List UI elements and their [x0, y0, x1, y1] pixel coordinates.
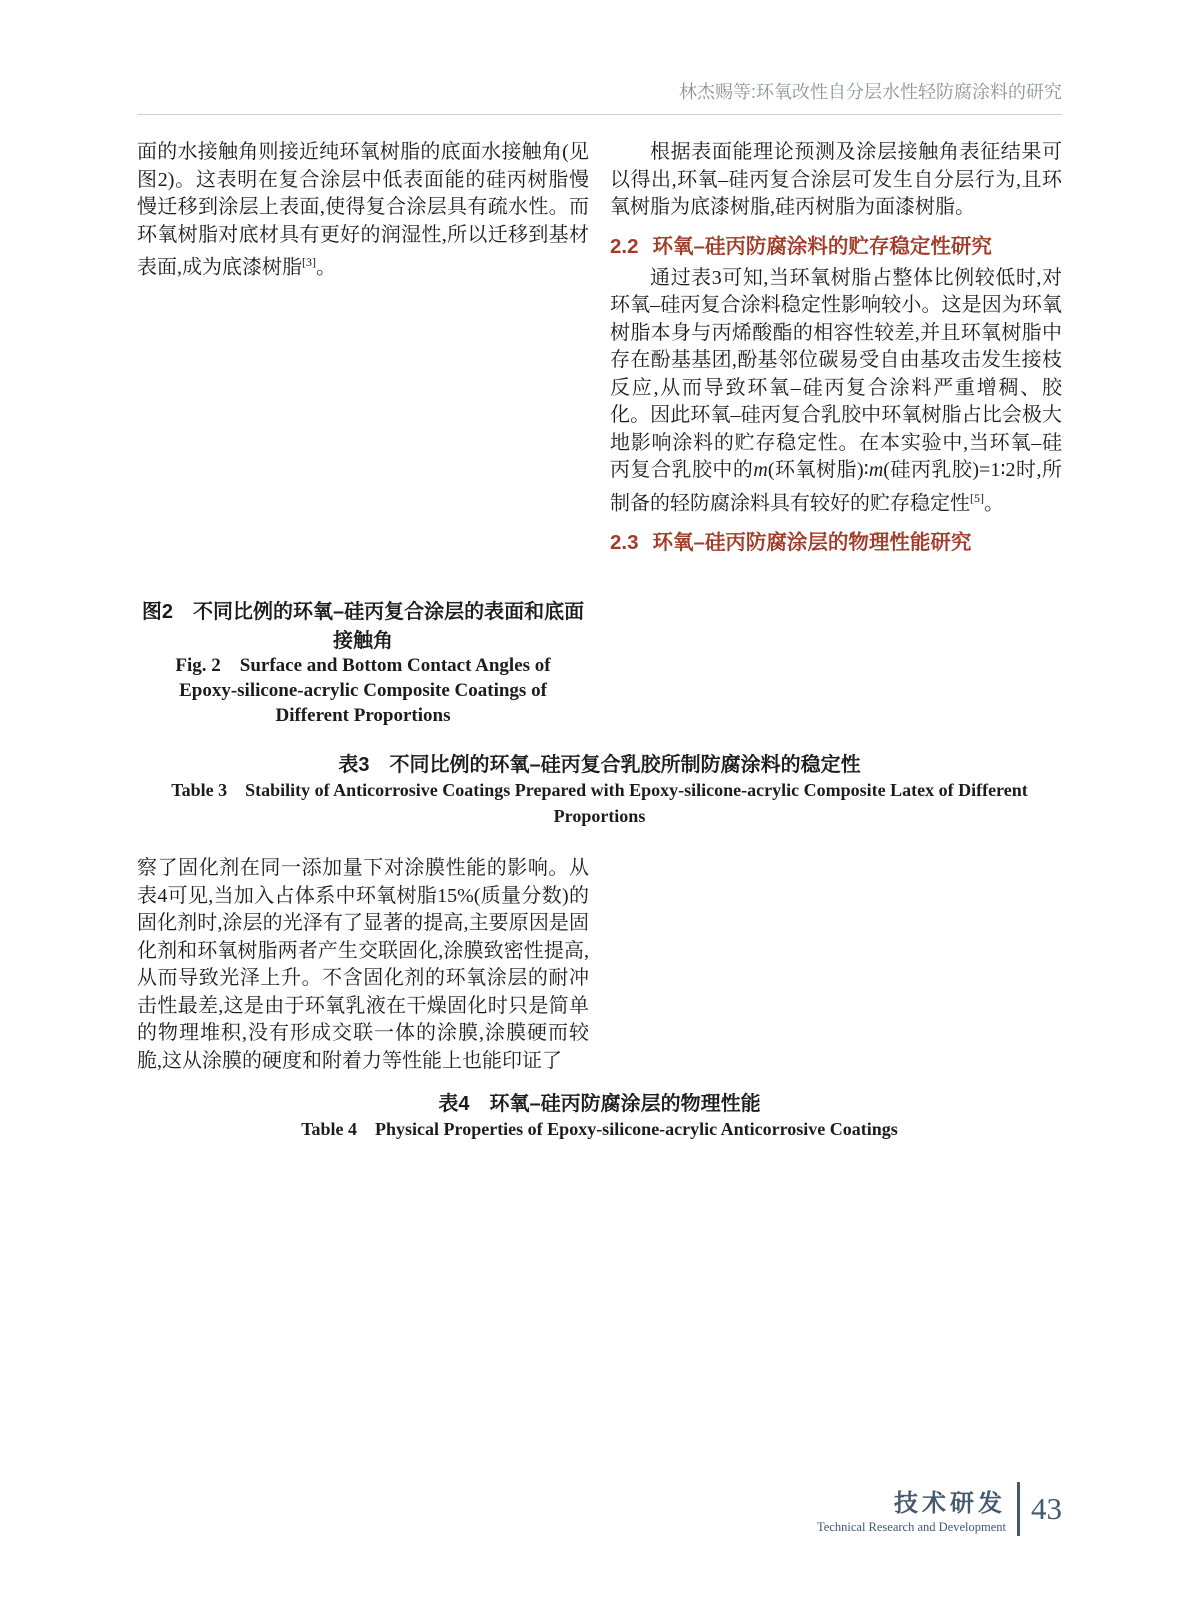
paragraph-right-2: 通过表3可知,当环氧树脂占整体比例较低时,对环氧–硅丙复合涂料稳定性影响较小。这是因为环氧树脂本身与丙烯酸酯的相容性较差,并且环氧树脂中存在酚基基团,酚基邻位碳易受自由基攻击发生接枝反应,从而导致环氧–硅丙复合涂料严重增稠、胶化。因此环氧–硅丙复合乳胶中环氧树脂占比会极大地影响涂料的贮存稳定性。在本实验中,当环氧–硅丙复合乳胶中的m(环氧树脂)∶m(硅丙乳胶)=1∶2时,所制备的轻防腐涂料具有较好的贮存稳定性[5]。	[610, 266, 1063, 515]
table4-block	[137, 1087, 1062, 1150]
header-rule	[137, 114, 1062, 115]
paragraph-right-1: 根据表面能理论预测及涂层接触角表征结果可以得出,环氧–硅丙复合涂层可发生自分层行为,且环氧树脂为底漆树脂,硅丙树脂为面漆树脂。	[610, 141, 1062, 218]
figure2-caption	[137, 595, 589, 728]
table4-title-en: Table 4 Physical Properties of Epoxy-silicone-acrylic Anticorrosive Coatings	[301, 1119, 898, 1140]
contact-angle-line-chart	[137, 288, 589, 588]
footer-section	[817, 1483, 1006, 1535]
section-number: 2.2	[610, 234, 639, 258]
right-column	[610, 855, 1062, 1075]
page-number: 43	[1031, 1491, 1062, 1526]
table3-title-en: Table 3 Stability of Anticorrosive Coatings Prepared with Epoxy-silicone-acrylic Composite Latex of Different	[171, 780, 1028, 801]
paragraph-left-1: 面的水接触角则接近纯环氧树脂的底面水接触角(见图2)。这表明在复合涂层中低表面能的硅丙树脂慢慢迁移到涂层上表面,使得复合涂层具有疏水性。而环氧树脂对底材具有更好的润湿性,所以迁移到基材表面,成为底漆树脂[3]。	[137, 141, 589, 279]
section-number: 2.3	[610, 530, 639, 554]
figure2-caption-en: Different Proportions	[275, 705, 451, 727]
footer-divider	[1017, 1482, 1020, 1536]
citation-ref: [3]	[302, 255, 316, 269]
citation-ref: [5]	[970, 490, 984, 505]
table3-title-cn: 表3 不同比例的环氧–硅丙复合乳胶所制防腐涂料的稳定性	[338, 754, 861, 777]
running-head: 林杰赐等:环氧改性自分层水性轻防腐涂料的研究	[679, 82, 1062, 102]
top-columns	[137, 139, 1062, 728]
figure2-chart	[137, 288, 589, 593]
section-heading-2-3	[610, 525, 1062, 555]
table3-title-en: Proportions	[553, 806, 646, 827]
table4-title-cn: 表4 环氧–硅丙防腐涂层的物理性能	[438, 1093, 761, 1116]
section-title: 环氧–硅丙防腐涂料的贮存稳定性研究	[652, 234, 992, 258]
middle-columns	[137, 855, 1062, 1075]
right-column	[610, 139, 1062, 728]
figure2-caption-cn: 图2 不同比例的环氧–硅丙复合涂层的表面和底面接触角	[141, 601, 585, 653]
page-footer	[817, 1482, 1062, 1536]
section-title: 环氧–硅丙防腐涂层的物理性能研究	[652, 530, 972, 554]
section-heading-2-2	[610, 229, 1062, 259]
footer-section-en: Technical Research and Development	[817, 1520, 1006, 1534]
table3-block	[137, 748, 1062, 837]
paragraph-mid-left: 察了固化剂在同一添加量下对涂膜性能的影响。从表4可见,当加入占体系中环氧树脂15%(质量分数)的固化剂时,涂层的光泽有了显著的提高,主要原因是固化剂和环氧树脂两者产生交联固化,涂膜致密性提高,从而导致光泽上升。不含固化剂的环氧涂层的耐冲击性最差,这是由于环氧乳液在干燥固化时只是简单的物理堆积,没有形成交联一体的涂膜,涂膜硬而较脆,这从涂膜的硬度和附着力等性能上也能印证了	[137, 857, 589, 1072]
left-column	[137, 139, 589, 728]
left-column	[137, 855, 589, 1075]
figure2-caption-en: Fig. 2 Surface and Bottom Contact Angles of	[175, 655, 551, 677]
footer-section-cn: 技术研发	[894, 1490, 1006, 1517]
figure2-caption-en: Epoxy-silicone-acrylic Composite Coatings of	[179, 680, 547, 702]
